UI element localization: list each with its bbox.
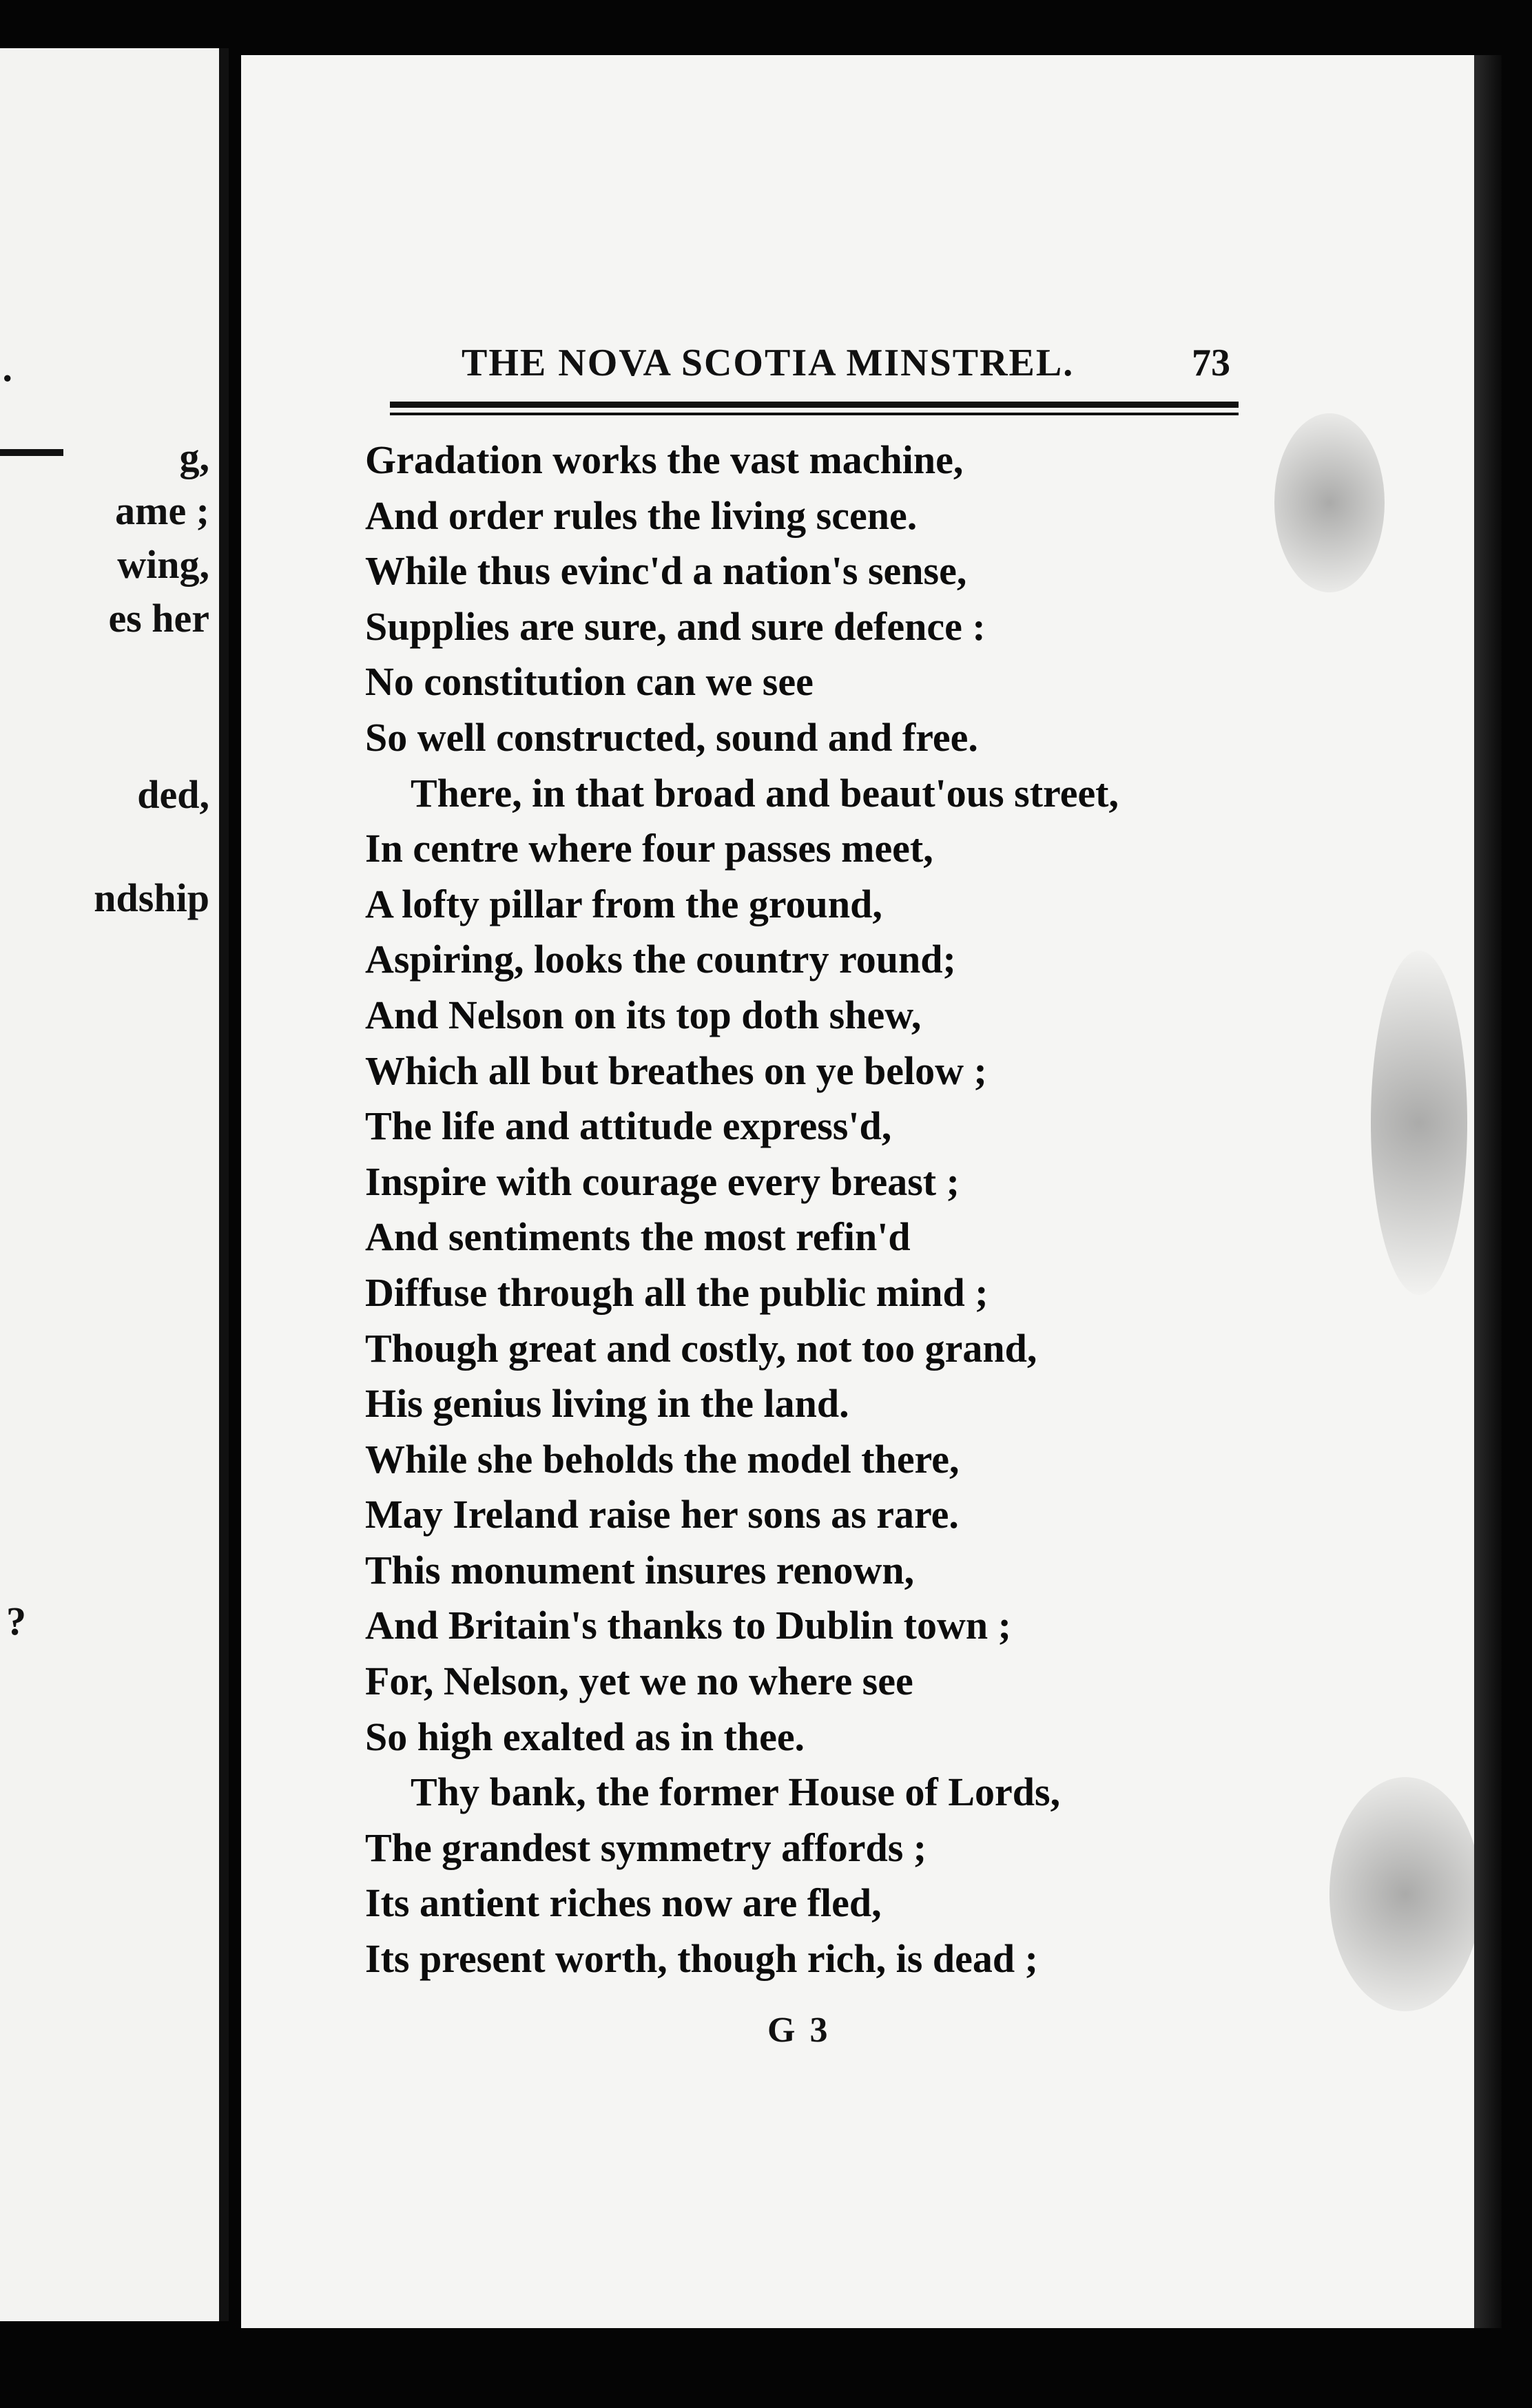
poem-body (365, 433, 1371, 1987)
header-rule-thin (390, 413, 1239, 415)
left-page-fragment: ndship (94, 875, 209, 920)
poem-line: Inspire with courage every breast ; (365, 1159, 960, 1204)
foxing-stain (1371, 951, 1467, 1295)
poem-line: So high exalted as in thee. (365, 1714, 805, 1759)
left-page-fragment: es her (108, 596, 209, 641)
page-number: 73 (1192, 342, 1230, 384)
poem-line: Aspiring, looks the country round; (365, 937, 956, 982)
poem-line: Its antient riches now are fled, (365, 1880, 882, 1926)
poem-line: And order rules the living scene. (365, 492, 918, 538)
poem-line: Though great and costly, not too grand, (365, 1325, 1037, 1371)
left-page-fragment: ded, (137, 772, 209, 817)
poem-line: Which all but breathes on ye below ; (365, 1048, 987, 1093)
poem-line: May Ireland raise her sons as rare. (365, 1492, 959, 1537)
poem-line: In centre where four passes meet, (365, 826, 933, 871)
signature-mark: G 3 (767, 2011, 831, 2050)
left-page-fragment: wing, (117, 542, 209, 587)
poem-line: No constitution can we see (365, 659, 814, 705)
left-page (0, 48, 229, 2321)
poem-line: This monument insures renown, (365, 1547, 915, 1592)
poem-line: And Nelson on its top doth shew, (365, 992, 922, 1037)
poem-line: While thus evinc'd a nation's sense, (365, 548, 967, 594)
running-head: THE NOVA SCOTIA MINSTREL. (462, 342, 1075, 384)
poem-line: And Britain's thanks to Dublin town ; (365, 1603, 1011, 1648)
poem-line: His genius living in the land. (365, 1381, 849, 1426)
header-rule (390, 402, 1239, 408)
poem-line: A lofty pillar from the ground, (365, 881, 882, 926)
poem-line: For, Nelson, yet we no where see (365, 1659, 913, 1704)
poem-line: Gradation works the vast machine, (365, 437, 964, 482)
left-page-fragment: g, (179, 435, 209, 479)
left-page-rule (0, 449, 63, 456)
poem-line: The grandest symmetry affords ; (365, 1825, 927, 1870)
poem-line: Thy bank, the former House of Lords, (411, 1769, 1061, 1815)
poem-line: Diffuse through all the public mind ; (365, 1269, 988, 1315)
poem-line: There, in that broad and beaut'ous street, (411, 770, 1119, 816)
poem-line: And sentiments the most refin'd (365, 1214, 911, 1260)
left-page-fragment: . (2, 345, 12, 390)
left-page-fragment: ame ; (115, 488, 209, 533)
right-page (241, 55, 1474, 2328)
poem-line: Its present worth, though rich, is dead ; (365, 1936, 1038, 1982)
poem-line: While she beholds the model there, (365, 1436, 960, 1482)
page-edge-shadow (1474, 55, 1502, 2328)
poem-line: So well constructed, sound and free. (365, 714, 978, 760)
poem-line: Supplies are sure, and sure defence : (365, 603, 986, 649)
left-page-fragment: ? (6, 1599, 26, 1643)
poem-line: The life and attitude express'd, (365, 1103, 892, 1149)
